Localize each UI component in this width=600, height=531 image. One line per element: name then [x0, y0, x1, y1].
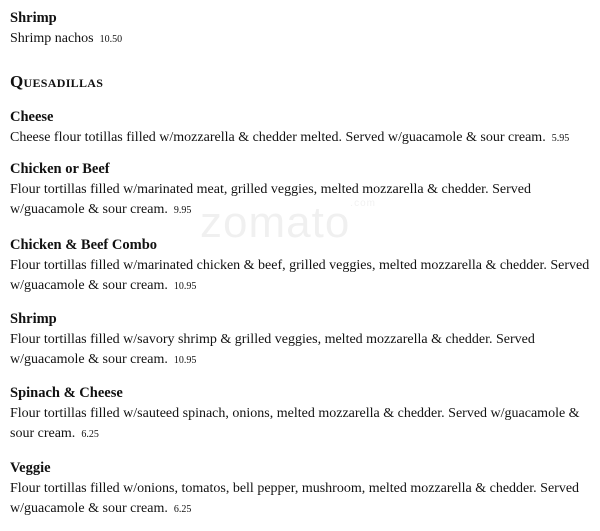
item-title: Veggie — [10, 460, 51, 476]
item-price: 10.95 — [173, 355, 197, 366]
item-title: Shrimp — [10, 10, 57, 26]
item-price: 10.50 — [99, 34, 123, 45]
item-price: 9.95 — [173, 205, 192, 216]
item-description: Flour tortillas filled w/onions, tomatos, bell pepper, mushroom, melted mozzarella & chedder. Served w/guacamole & sour cream. 6.25 — [10, 481, 580, 516]
menu-item-shrimp-nachos — [10, 9, 122, 50]
menu-item-veggie — [10, 459, 579, 520]
menu-item-chicken-or-beef — [10, 160, 531, 221]
menu-item-shrimp-quesadilla — [10, 310, 535, 371]
menu-item-cheese — [10, 108, 569, 149]
item-title: Cheese — [10, 109, 54, 125]
zomato-watermark: zomato$^{.com}$ — [200, 198, 376, 247]
item-price: 10.95 — [173, 281, 197, 292]
item-description: Flour tortillas filled w/sauteed spinach, onions, melted mozzarella & chedder. Served w/guacamole & sour cream. 6.25 — [10, 406, 580, 441]
menu-item-spinach-cheese — [10, 384, 580, 445]
item-price: 5.95 — [551, 133, 570, 144]
item-description: Shrimp nachos 10.50 — [10, 31, 123, 46]
item-price: 6.25 — [173, 504, 192, 515]
section-heading-quesadillas: Quesadillas — [10, 72, 104, 91]
item-description: Cheese flour totillas filled w/mozzarella & chedder melted. Served w/guacamole & sour cream. 5.95 — [10, 130, 570, 145]
item-title: Shrimp — [10, 311, 57, 327]
menu-item-chicken-beef-combo — [10, 236, 589, 297]
item-title: Chicken & Beef Combo — [10, 237, 158, 253]
item-title: Chicken or Beef — [10, 161, 110, 177]
item-description: Flour tortillas filled w/savory shrimp & grilled veggies, melted mozzarella & chedder. Served w/guacamole & sour cream. 10.95 — [10, 332, 535, 367]
item-price: 6.25 — [81, 429, 99, 440]
item-title: Spinach & Cheese — [10, 385, 123, 401]
item-description: Flour tortillas filled w/marinated chicken & beef, grilled veggies, melted mozzarella & chedder. Served w/guacamole & sour cream. 10.95 — [10, 258, 590, 293]
item-description: Flour tortillas filled w/marinated meat, grilled veggies, melted mozzarella & chedder. Served w/guacamole & sour cream. 9.95 — [10, 182, 531, 217]
